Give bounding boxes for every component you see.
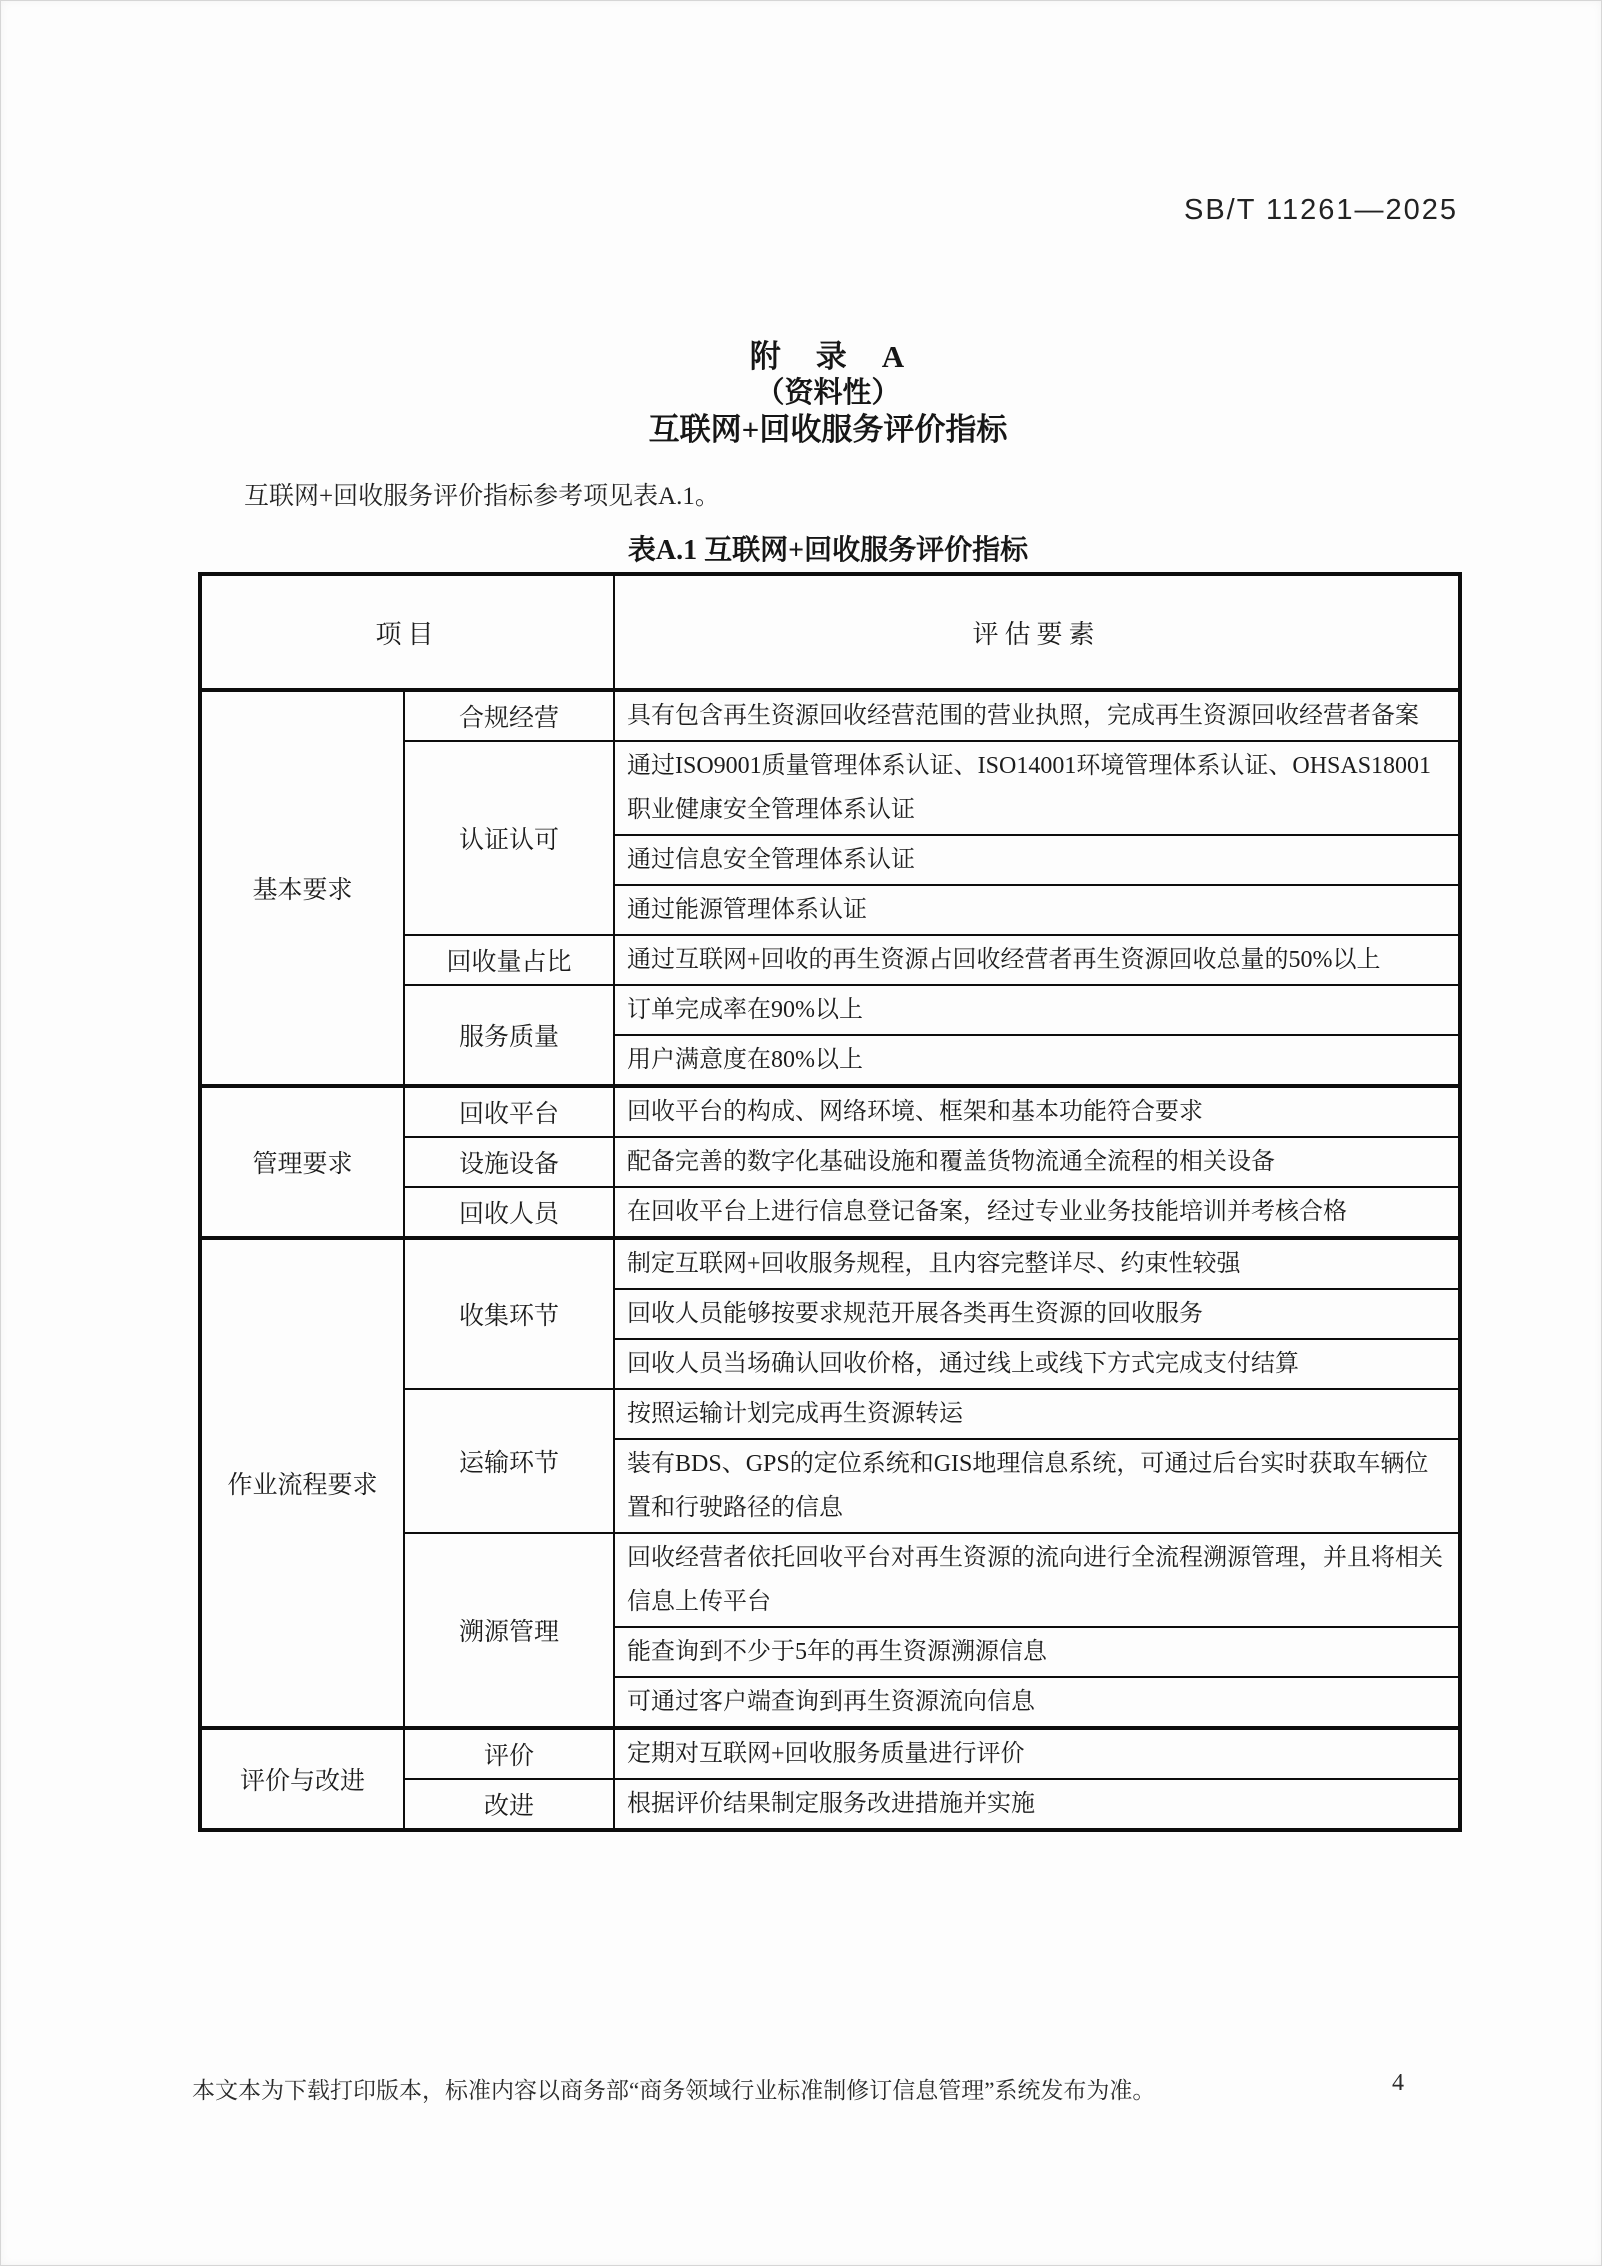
appendix-title: 互联网+回收服务评价指标 xyxy=(648,412,1008,447)
subcategory-cell: 评价 xyxy=(404,1728,614,1779)
category-cell: 作业流程要求 xyxy=(200,1238,404,1728)
criteria-cell: 装有BDS、GPS的定位系统和GIS地理信息系统，可通过后台实时获取车辆位置和行驶路径的信息 xyxy=(614,1439,1460,1533)
criteria-cell: 定期对互联网+回收服务质量进行评价 xyxy=(614,1728,1460,1779)
criteria-cell: 在回收平台上进行信息登记备案，经过专业业务技能培训并考核合格 xyxy=(614,1187,1460,1238)
page-number: 4 xyxy=(1392,2070,1404,2096)
table-row xyxy=(200,690,1460,741)
subcategory-cell: 改进 xyxy=(404,1779,614,1830)
table-caption: 表A.1 互联网+回收服务评价指标 xyxy=(627,535,1029,566)
header-elements-column: 评估要素 xyxy=(614,574,1460,690)
table-header-row xyxy=(200,574,1460,690)
criteria-cell: 具有包含再生资源回收经营范围的营业执照，完成再生资源回收经营者备案 xyxy=(614,690,1460,741)
criteria-cell: 用户满意度在80%以上 xyxy=(614,1035,1460,1086)
criteria-cell: 按照运输计划完成再生资源转运 xyxy=(614,1389,1460,1439)
subcategory-cell: 服务质量 xyxy=(404,985,614,1086)
criteria-cell: 制定互联网+回收服务规程，且内容完整详尽、约束性较强 xyxy=(614,1238,1460,1289)
subcategory-cell: 回收平台 xyxy=(404,1086,614,1137)
subcategory-cell: 溯源管理 xyxy=(404,1533,614,1728)
subcategory-cell: 设施设备 xyxy=(404,1137,614,1187)
category-cell: 基本要求 xyxy=(200,690,404,1086)
criteria-cell: 回收经营者依托回收平台对再生资源的流向进行全流程溯源管理，并且将相关信息上传平台 xyxy=(614,1533,1460,1627)
evaluation-table-body xyxy=(200,690,1460,1830)
subcategory-cell: 回收人员 xyxy=(404,1187,614,1238)
criteria-cell: 配备完善的数字化基础设施和覆盖货物流通全流程的相关设备 xyxy=(614,1137,1460,1187)
criteria-cell: 通过ISO9001质量管理体系认证、ISO14001环境管理体系认证、OHSAS18001职业健康安全管理体系认证 xyxy=(614,741,1460,835)
table-row xyxy=(200,1728,1460,1779)
criteria-cell: 通过信息安全管理体系认证 xyxy=(614,835,1460,885)
criteria-cell: 回收平台的构成、网络环境、框架和基本功能符合要求 xyxy=(614,1086,1460,1137)
criteria-cell: 可通过客户端查询到再生资源流向信息 xyxy=(614,1677,1460,1728)
standard-number: SB/T 11261—2025 xyxy=(1184,194,1458,226)
criteria-cell: 回收人员能够按要求规范开展各类再生资源的回收服务 xyxy=(614,1289,1460,1339)
appendix-title-block xyxy=(198,338,1458,448)
subcategory-cell: 收集环节 xyxy=(404,1238,614,1389)
appendix-label: 附 录 A xyxy=(749,339,907,374)
appendix-kind: （资料性） xyxy=(755,377,901,409)
criteria-cell: 通过能源管理体系认证 xyxy=(614,885,1460,935)
subcategory-cell: 合规经营 xyxy=(404,690,614,741)
table-row xyxy=(200,1238,1460,1289)
subcategory-cell: 认证认可 xyxy=(404,741,614,935)
criteria-cell: 订单完成率在90%以上 xyxy=(614,985,1460,1035)
table-row xyxy=(200,1086,1460,1137)
category-cell: 管理要求 xyxy=(200,1086,404,1238)
criteria-cell: 根据评价结果制定服务改进措施并实施 xyxy=(614,1779,1460,1830)
category-cell: 评价与改进 xyxy=(200,1728,404,1830)
subcategory-cell: 回收量占比 xyxy=(404,935,614,985)
footer-note: 本文本为下载打印版本，标准内容以商务部“商务领域行业标准制修订信息管理”系统发布为准。 xyxy=(192,2078,1156,2103)
intro-paragraph: 互联网+回收服务评价指标参考项见表A.1。 xyxy=(244,483,720,510)
criteria-cell: 能查询到不少于5年的再生资源溯源信息 xyxy=(614,1627,1460,1677)
subcategory-cell: 运输环节 xyxy=(404,1389,614,1533)
criteria-cell: 回收人员当场确认回收价格，通过线上或线下方式完成支付结算 xyxy=(614,1339,1460,1389)
criteria-cell: 通过互联网+回收的再生资源占回收经营者再生资源回收总量的50%以上 xyxy=(614,935,1460,985)
evaluation-table xyxy=(198,572,1462,1832)
header-item-column: 项目 xyxy=(200,574,614,690)
